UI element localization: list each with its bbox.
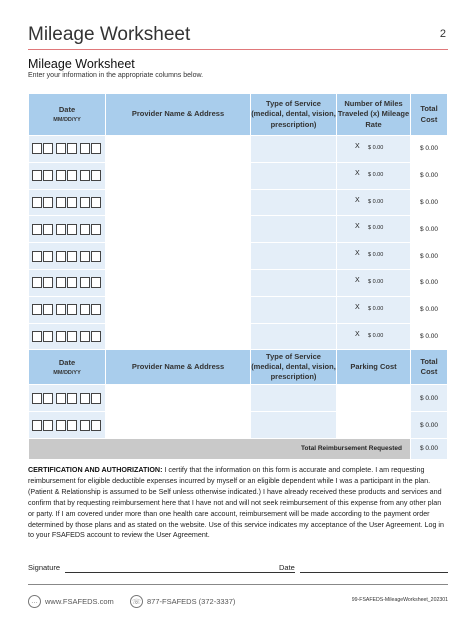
total-cost-cell[interactable]: $ 0.00 xyxy=(411,189,448,216)
total-cost-cell[interactable]: $ 0.00 xyxy=(411,296,448,323)
provider-cell[interactable] xyxy=(106,243,251,270)
date-digit-box[interactable] xyxy=(80,331,90,342)
miles-cell[interactable] xyxy=(337,243,411,270)
date-digit-box[interactable] xyxy=(91,277,101,288)
date-input-boxes[interactable] xyxy=(32,393,105,404)
form-code: 99-FSAFEDS-MileageWorksheet_202301 xyxy=(351,597,448,603)
total-cost-cell[interactable]: $ 0.00 xyxy=(411,269,448,296)
date-digit-box[interactable] xyxy=(91,304,101,315)
date-digit-box[interactable] xyxy=(80,251,90,262)
date-digit-box[interactable] xyxy=(32,170,42,181)
date-cell[interactable] xyxy=(29,136,106,163)
date-digit-box[interactable] xyxy=(91,331,101,342)
mileage-amount: $ 0.00 xyxy=(368,278,384,285)
date-digit-box[interactable] xyxy=(32,277,42,288)
date-digit-box[interactable] xyxy=(80,197,90,208)
provider-cell[interactable] xyxy=(106,412,251,439)
date-digit-box[interactable] xyxy=(32,393,42,404)
miles-cell[interactable] xyxy=(337,323,411,350)
date-digit-box[interactable] xyxy=(80,277,90,288)
total-value[interactable]: $ 0.00 xyxy=(411,438,448,459)
date-digit-box[interactable] xyxy=(32,224,42,235)
page-footer xyxy=(28,584,448,614)
col-service-type: Type of Service (medical, dental, vision, prescription) xyxy=(251,350,337,385)
service-type-cell[interactable] xyxy=(251,385,337,412)
service-type-cell[interactable] xyxy=(251,189,337,216)
parking-cost-cell[interactable] xyxy=(337,385,411,412)
provider-cell[interactable] xyxy=(106,162,251,189)
col-total: Total Cost xyxy=(411,350,448,385)
service-type-cell[interactable] xyxy=(251,296,337,323)
miles-cell[interactable] xyxy=(337,162,411,189)
mileage-row xyxy=(29,162,448,189)
parking-row xyxy=(29,412,448,439)
provider-cell[interactable] xyxy=(106,269,251,296)
date-digit-box[interactable] xyxy=(80,393,90,404)
provider-cell[interactable] xyxy=(106,216,251,243)
date-digit-box[interactable] xyxy=(91,420,101,431)
parking-cost-cell[interactable] xyxy=(337,412,411,439)
provider-cell[interactable] xyxy=(106,136,251,163)
date-digit-box[interactable] xyxy=(56,143,66,154)
parking-header-row xyxy=(29,350,448,385)
date-digit-box[interactable] xyxy=(56,393,66,404)
miles-cell[interactable] xyxy=(337,216,411,243)
date-input-boxes[interactable] xyxy=(32,420,105,431)
provider-cell[interactable] xyxy=(106,385,251,412)
multiply-mark: X xyxy=(355,169,360,177)
date-cell[interactable] xyxy=(29,385,106,412)
total-row xyxy=(29,438,448,459)
mileage-row xyxy=(29,323,448,350)
date-input-boxes[interactable] xyxy=(32,170,105,181)
date-digit-box[interactable] xyxy=(91,170,101,181)
date-input-boxes[interactable] xyxy=(32,304,105,315)
service-type-cell[interactable] xyxy=(251,269,337,296)
date-input-boxes[interactable] xyxy=(32,251,105,262)
date-cell[interactable] xyxy=(29,162,106,189)
page-header xyxy=(28,22,448,50)
mileage-amount: $ 0.00 xyxy=(368,145,384,151)
date-cell[interactable] xyxy=(29,296,106,323)
mileage-header-row xyxy=(29,94,448,136)
chat-bubble-icon: … xyxy=(28,595,41,608)
mileage-amount: $ 0.00 xyxy=(368,305,384,312)
date-input-boxes[interactable] xyxy=(32,331,105,342)
mileage-row xyxy=(29,189,448,216)
date-digit-box[interactable] xyxy=(43,393,53,404)
miles-cell[interactable] xyxy=(337,136,411,163)
multiply-mark: X xyxy=(355,330,360,338)
mileage-amount: $ 0.00 xyxy=(368,332,384,339)
mileage-row xyxy=(29,296,448,323)
mileage-row xyxy=(29,243,448,270)
footer-website[interactable]: … www.FSAFEDS.com xyxy=(28,595,114,608)
date-digit-box[interactable] xyxy=(43,251,53,262)
section-subtitle: Enter your information in the appropriate columns below. xyxy=(28,72,204,79)
date-digit-box[interactable] xyxy=(32,304,42,315)
mileage-row xyxy=(29,136,448,163)
date-digit-box[interactable] xyxy=(56,251,66,262)
date-digit-box[interactable] xyxy=(80,304,90,315)
date-label: Date xyxy=(279,563,295,572)
date-cell[interactable] xyxy=(29,216,106,243)
date-digit-box[interactable] xyxy=(56,304,66,315)
signature-label: Signature xyxy=(28,563,61,572)
date-digit-box[interactable] xyxy=(56,170,66,181)
document-title: Mileage Worksheet xyxy=(28,24,191,45)
multiply-mark: X xyxy=(355,303,360,311)
mileage-amount: $ 0.00 xyxy=(368,252,384,259)
total-cost-cell[interactable]: $ 0.00 xyxy=(411,385,448,412)
miles-cell[interactable] xyxy=(337,269,411,296)
date-digit-box[interactable] xyxy=(43,420,53,431)
date-digit-box[interactable] xyxy=(91,251,101,262)
total-cost-cell[interactable]: $ 0.00 xyxy=(411,412,448,439)
date-digit-box[interactable] xyxy=(67,331,77,342)
service-type-cell[interactable] xyxy=(251,162,337,189)
date-digit-box[interactable] xyxy=(56,331,66,342)
date-digit-box[interactable] xyxy=(91,393,101,404)
col-date: Date MM/DD/YY xyxy=(29,350,106,385)
col-parking: Parking Cost xyxy=(337,350,411,385)
certification-heading: CERTIFICATION AND AUTHORIZATION: xyxy=(28,466,163,474)
total-cost-cell[interactable]: $ 0.00 xyxy=(411,243,448,270)
service-type-cell[interactable] xyxy=(251,243,337,270)
date-digit-box[interactable] xyxy=(67,277,77,288)
date-digit-box[interactable] xyxy=(43,331,53,342)
date-digit-box[interactable] xyxy=(67,251,77,262)
certification-text xyxy=(28,465,448,541)
mileage-row xyxy=(29,269,448,296)
date-input-boxes[interactable] xyxy=(32,224,105,235)
date-field[interactable] xyxy=(300,572,448,573)
date-digit-box[interactable] xyxy=(80,224,90,235)
parking-row xyxy=(29,385,448,412)
date-digit-box[interactable] xyxy=(80,420,90,431)
date-digit-box[interactable] xyxy=(56,420,66,431)
mileage-amount: $ 0.00 xyxy=(368,225,384,232)
multiply-mark: X xyxy=(355,250,360,258)
date-digit-box[interactable] xyxy=(43,143,53,154)
date-digit-box[interactable] xyxy=(67,170,77,181)
date-input-boxes[interactable] xyxy=(32,277,105,288)
service-type-cell[interactable] xyxy=(251,136,337,163)
col-date: Date MM/DD/YY xyxy=(29,94,106,136)
signature-field[interactable] xyxy=(65,572,295,573)
date-digit-box[interactable] xyxy=(56,277,66,288)
mileage-row xyxy=(29,216,448,243)
col-total: Total Cost xyxy=(411,94,448,136)
date-cell[interactable] xyxy=(29,269,106,296)
date-digit-box[interactable] xyxy=(43,197,53,208)
date-digit-box[interactable] xyxy=(32,420,42,431)
date-digit-box[interactable] xyxy=(43,224,53,235)
worksheet-table xyxy=(28,93,448,460)
date-digit-box[interactable] xyxy=(43,304,53,315)
col-miles: Number of Miles Traveled (x) Mileage Rate xyxy=(337,94,411,136)
mileage-amount: $ 0.00 xyxy=(368,198,384,205)
date-digit-box[interactable] xyxy=(32,197,42,208)
phone-icon: ☏ xyxy=(130,595,143,608)
miles-cell[interactable] xyxy=(337,189,411,216)
date-digit-box[interactable] xyxy=(43,277,53,288)
date-digit-box[interactable] xyxy=(67,304,77,315)
date-digit-box[interactable] xyxy=(67,420,77,431)
total-label: Total Reimbursement Requested xyxy=(29,438,411,459)
date-digit-box[interactable] xyxy=(67,143,77,154)
date-digit-box[interactable] xyxy=(67,197,77,208)
signature-row xyxy=(28,563,448,575)
multiply-mark: X xyxy=(355,143,360,150)
col-provider: Provider Name & Address xyxy=(106,350,251,385)
miles-cell[interactable] xyxy=(337,296,411,323)
date-input-boxes[interactable] xyxy=(32,197,105,208)
date-cell[interactable] xyxy=(29,189,106,216)
section-title: Mileage Worksheet xyxy=(28,57,135,71)
provider-cell[interactable] xyxy=(106,189,251,216)
certification-body: I certify that the information on this form is accurate and complete. I am requesting reimbursement for eligible deductible expenses incurred by myself or an eligible dependent while I was a participant in the plan. (Patient & Relationship is assumed to be Self unless otherwise indicated.) I have already received these products and services and confirm that by requesting reimbursement here that I have not and will not seek reimbursement of this expense from any other plan or party. If I am covered under more than one health care account, reimbursement will be made according to the payment order determined by those plans and as stated on the website. Use of this service indicates my acceptance of the User Agreement. Log in to your FSAFEDS account to review the User Agreement. xyxy=(28,466,444,540)
date-cell[interactable] xyxy=(29,412,106,439)
date-digit-box[interactable] xyxy=(32,143,42,154)
date-digit-box[interactable] xyxy=(80,143,90,154)
multiply-mark: X xyxy=(355,276,360,284)
date-digit-box[interactable] xyxy=(91,143,101,154)
provider-cell[interactable] xyxy=(106,296,251,323)
col-service-type: Type of Service (medical, dental, vision, prescription) xyxy=(251,94,337,136)
service-type-cell[interactable] xyxy=(251,216,337,243)
multiply-mark: X xyxy=(355,223,360,231)
col-provider: Provider Name & Address xyxy=(106,94,251,136)
date-digit-box[interactable] xyxy=(91,197,101,208)
date-cell[interactable] xyxy=(29,323,106,350)
multiply-mark: X xyxy=(355,196,360,204)
date-digit-box[interactable] xyxy=(67,393,77,404)
page-number: 2 xyxy=(439,28,446,40)
date-digit-box[interactable] xyxy=(80,170,90,181)
date-digit-box[interactable] xyxy=(56,224,66,235)
date-digit-box[interactable] xyxy=(32,331,42,342)
total-cost-cell[interactable]: $ 0.00 xyxy=(411,216,448,243)
date-cell[interactable] xyxy=(29,243,106,270)
date-digit-box[interactable] xyxy=(91,224,101,235)
total-cost-cell[interactable]: $ 0.00 xyxy=(411,162,448,189)
provider-cell[interactable] xyxy=(106,323,251,350)
date-digit-box[interactable] xyxy=(67,224,77,235)
total-cost-cell[interactable]: $ 0.00 xyxy=(411,136,448,163)
service-type-cell[interactable] xyxy=(251,412,337,439)
date-digit-box[interactable] xyxy=(32,251,42,262)
service-type-cell[interactable] xyxy=(251,323,337,350)
mileage-amount: $ 0.00 xyxy=(368,171,384,178)
date-digit-box[interactable] xyxy=(43,170,53,181)
footer-phone[interactable]: ☏ 877-FSAFEDS (372-3337) xyxy=(130,595,235,608)
date-digit-box[interactable] xyxy=(56,197,66,208)
total-cost-cell[interactable]: $ 0.00 xyxy=(411,323,448,350)
date-input-boxes[interactable] xyxy=(32,143,105,154)
